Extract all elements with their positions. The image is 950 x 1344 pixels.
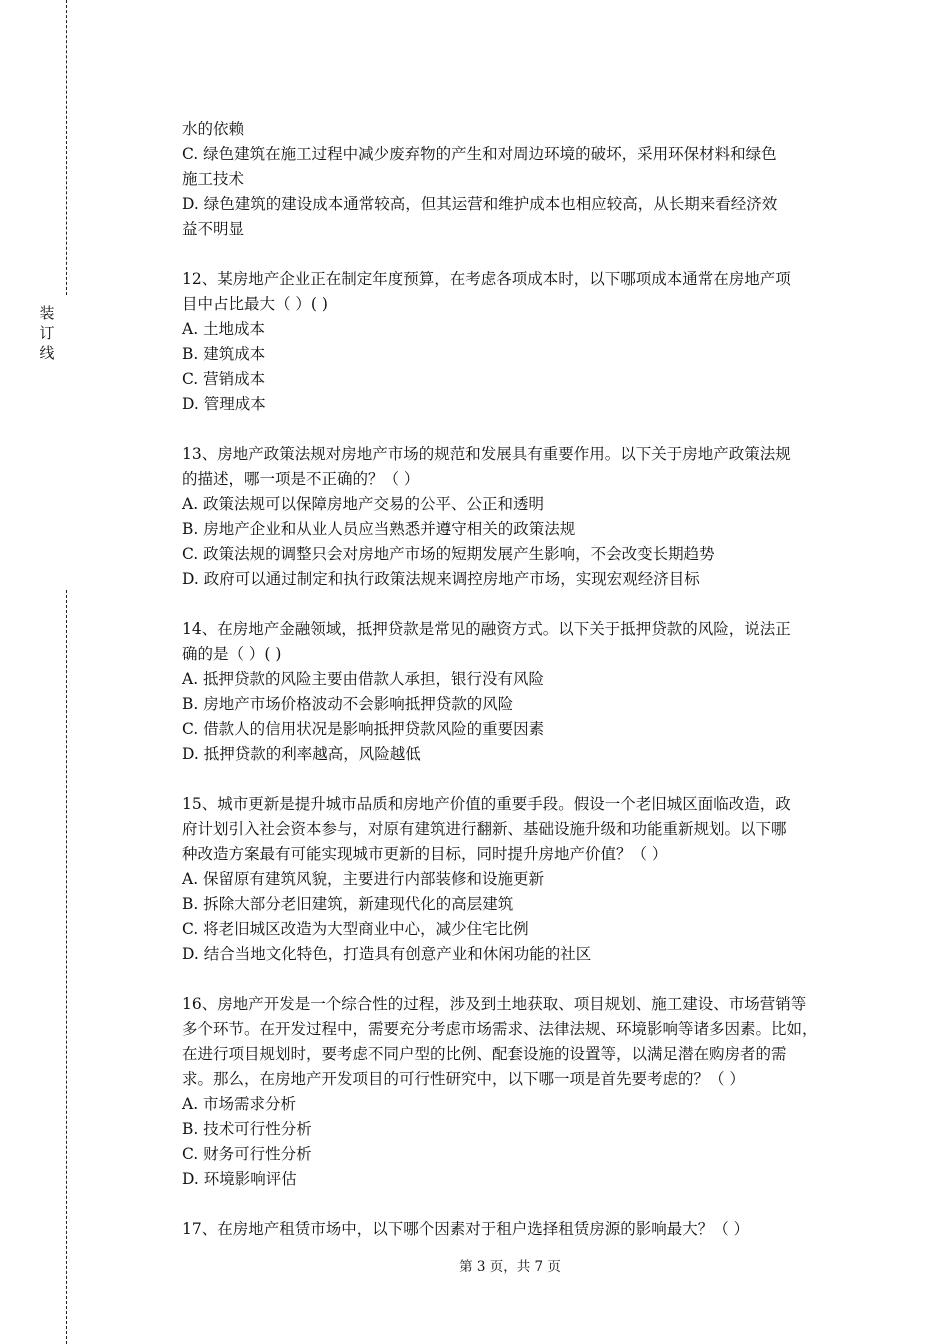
option-d: D. 管理成本 <box>182 395 266 413</box>
continued-options <box>182 117 837 242</box>
option-c: C. 借款人的信用状况是影响抵押贷款风险的重要因素 <box>182 720 545 738</box>
question-stem-line: 15、城市更新是提升城市品质和房地产价值的重要手段。假设一个老旧城区面临改造，政 <box>182 795 791 813</box>
text-line: D. 绿色建筑的建设成本通常较高，但其运营和维护成本也相应较高，从长期来看经济效 <box>182 195 778 213</box>
option-b: B. 房地产市场价格波动不会影响抵押贷款的风险 <box>182 695 514 713</box>
binding-char: 线 <box>39 344 55 362</box>
option-d: D. 环境影响评估 <box>182 1170 297 1188</box>
question-stem-line: 16、房地产开发是一个综合性的过程，涉及到土地获取、项目规划、施工建设、市场营销等 <box>182 995 807 1013</box>
option-b: B. 建筑成本 <box>182 345 266 363</box>
question-stem-line: 的描述，哪一项是不正确的？（ ） <box>182 470 420 488</box>
option-b: B. 拆除大部分老旧建筑，新建现代化的高层建筑 <box>182 895 514 913</box>
question-stem-line: 种改造方案最有可能实现城市更新的目标，同时提升房地产价值？（ ） <box>182 845 668 863</box>
question-stem-line: 府计划引入社会资本参与，对原有建筑进行翻新、基础设施升级和功能重新规划。以下哪 <box>182 820 787 838</box>
option-a: A. 保留原有建筑风貌，主要进行内部装修和设施更新 <box>182 870 545 888</box>
question-stem-line: 12、某房地产企业正在制定年度预算，在考虑各项成本时，以下哪项成本通常在房地产项 <box>182 270 791 288</box>
option-a: A. 抵押贷款的风险主要由借款人承担，银行没有风险 <box>182 670 545 688</box>
question-13 <box>182 442 837 592</box>
binding-char: 订 <box>39 324 55 342</box>
option-b: B. 技术可行性分析 <box>182 1120 312 1138</box>
question-stem-line: 14、在房地产金融领域，抵押贷款是常见的融资方式。以下关于抵押贷款的风险，说法正 <box>182 620 791 638</box>
question-16 <box>182 992 837 1192</box>
question-stem-line: 17、在房地产租赁市场中，以下哪个因素对于租户选择租赁房源的影响最大？（ ） <box>182 1220 750 1238</box>
option-d: D. 结合当地文化特色，打造具有创意产业和休闲功能的社区 <box>182 945 592 963</box>
option-d: D. 政府可以通过制定和执行政策法规来调控房地产市场，实现宏观经济目标 <box>182 570 700 588</box>
question-stem-line: 在进行项目规划时，要考虑不同户型的比例、配套设施的设置等，以满足潜在购房者的需 <box>182 1045 787 1063</box>
text-line: C. 绿色建筑在施工过程中减少废弃物的产生和对周边环境的破坏，采用环保材料和绿色 <box>182 145 777 163</box>
question-stem-line: 多个环节。在开发过程中，需要充分考虑市场需求、法律法规、环境影响等诸多因素。比如， <box>182 1020 818 1038</box>
question-stem-line: 目中占比最大（ ）( ) <box>182 295 328 313</box>
option-c: C. 将老旧城区改造为大型商业中心，减少住宅比例 <box>182 920 529 938</box>
text-line: 水的依赖 <box>182 120 245 138</box>
question-stem-line: 确的是（ ）( ) <box>182 645 282 663</box>
option-c: C. 营销成本 <box>182 370 266 388</box>
option-c: C. 政策法规的调整只会对房地产市场的短期发展产生影响，不会改变长期趋势 <box>182 545 715 563</box>
question-15 <box>182 792 837 967</box>
question-14 <box>182 617 837 767</box>
question-stem-line: 13、房地产政策法规对房地产市场的规范和发展具有重要作用。以下关于房地产政策法规 <box>182 445 791 463</box>
page-number: 第 3 页，共 7 页 <box>459 1259 561 1275</box>
question-12 <box>182 267 837 417</box>
option-c: C. 财务可行性分析 <box>182 1145 312 1163</box>
question-17 <box>182 1217 837 1242</box>
binding-label <box>37 303 57 363</box>
exam-content <box>182 117 837 1242</box>
text-line: 施工技术 <box>182 170 245 188</box>
option-d: D. 抵押贷款的利率越高，风险越低 <box>182 745 421 763</box>
option-a: A. 市场需求分析 <box>182 1095 297 1113</box>
question-stem-line: 求。那么，在房地产开发项目的可行性研究中，以下哪一项是首先要考虑的？（ ） <box>182 1070 745 1088</box>
binding-dashed-line-top <box>66 0 67 295</box>
option-b: B. 房地产企业和从业人员应当熟悉并遵守相关的政策法规 <box>182 520 576 538</box>
binding-dashed-line-bottom <box>66 590 67 1344</box>
binding-char: 装 <box>39 304 55 322</box>
option-a: A. 土地成本 <box>182 320 266 338</box>
option-a: A. 政策法规可以保障房地产交易的公平、公正和透明 <box>182 495 545 513</box>
text-line: 益不明显 <box>182 220 245 238</box>
